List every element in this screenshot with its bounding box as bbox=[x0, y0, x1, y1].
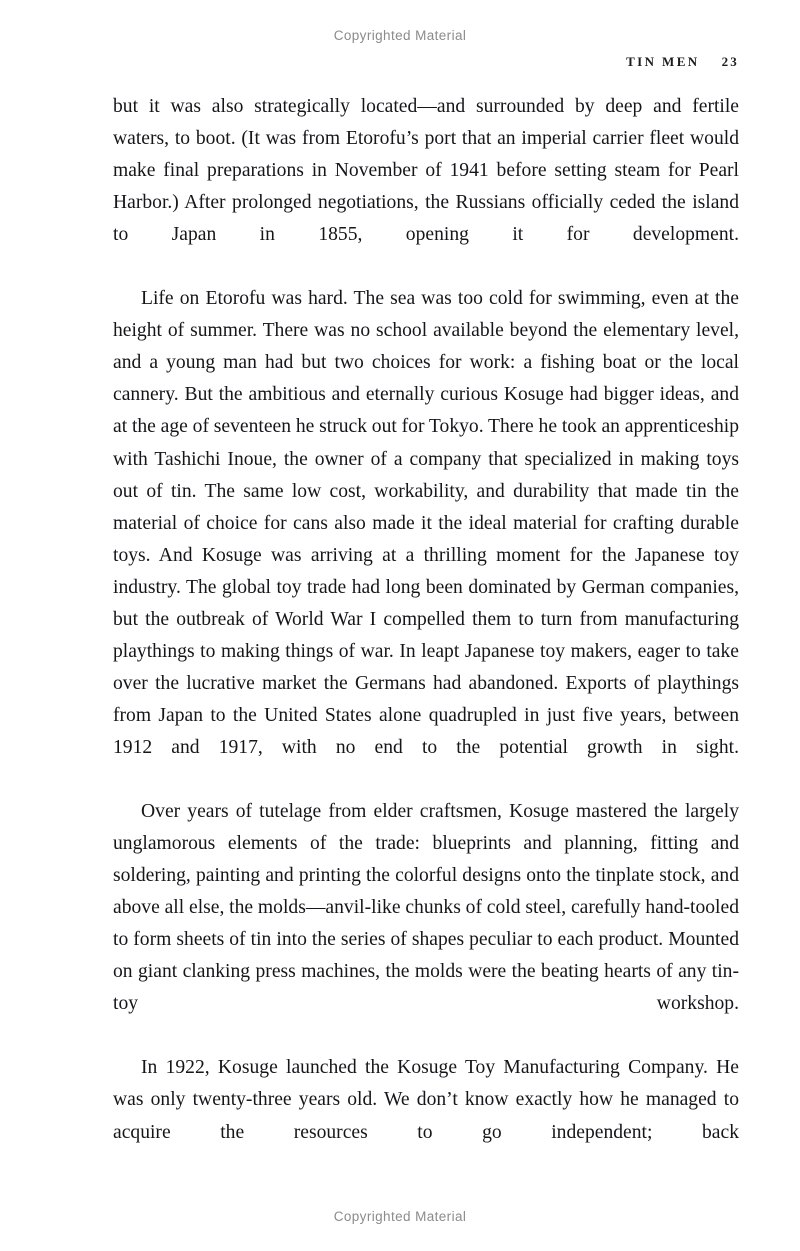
paragraph-2: Life on Etorofu was hard. The sea was too cold for swimming, even at the height of summer. There was no school available beyond the elementary level, and a young man had but two choices for work: a fishing boat or the local cannery. But the ambitious and eternally curious Kosuge had bigger ideas, and at the age of seventeen he struck out for Tokyo. There he took an apprenticeship with Tashichi Inoue, the owner of a company that specialized in making toys out of tin. The same low cost, workability, and durability that made tin the material of choice for cans also made it the ideal material for crafting durable toys. And Kosuge was arriving at a thrilling moment for the Japanese toy industry. The global toy trade had long been dominated by German companies, but the outbreak of World War I compelled them to turn from manufacturing playthings to making things of war. In leapt Japanese toy makers, eager to take over the lucrative market the Germans had abandoned. Exports of playthings from Japan to the United States alone quadrupled in just five years, between 1912 and 1917, with no end to the potential growth in sight. bbox=[113, 288, 740, 758]
copyright-watermark-top: Copyrighted Material bbox=[333, 28, 467, 43]
running-head-title: TIN MEN bbox=[626, 54, 700, 69]
body-text-block bbox=[113, 91, 739, 1181]
page-number: 23 bbox=[721, 54, 739, 69]
running-head bbox=[113, 54, 739, 70]
paragraph-4: In 1922, Kosuge launched the Kosuge Toy Manufacturing Company. He was only twenty-three years old. We don’t know exactly how he managed to acquire the resources to go independent; back bbox=[113, 1057, 739, 1143]
paragraph-1: but it was also strategically located—and surrounded by deep and fertile waters, to boot. (It was from Etorofu’s port that an imperial carrier fleet would make final preparations in November of 1941 before setting steam for Pearl Harbor.) After prolonged negotiations, the Russians officially ceded the island to Japan in 1855, opening it for development. bbox=[113, 96, 739, 246]
paragraph-3: Over years of tutelage from elder craftsmen, Kosuge mastered the largely unglamorous elements of the trade: blueprints and planning, fitting and soldering, painting and printing the colorful designs onto the tinplate stock, and above all else, the molds—anvil-like chunks of cold steel, carefully hand-tooled to form sheets of tin into the series of shapes peculiar to each product. Mounted on giant clanking press machines, the molds were the beating hearts of any tin-toy workshop. bbox=[113, 801, 739, 1015]
copyright-watermark-bottom: Copyrighted Material bbox=[333, 1209, 467, 1224]
